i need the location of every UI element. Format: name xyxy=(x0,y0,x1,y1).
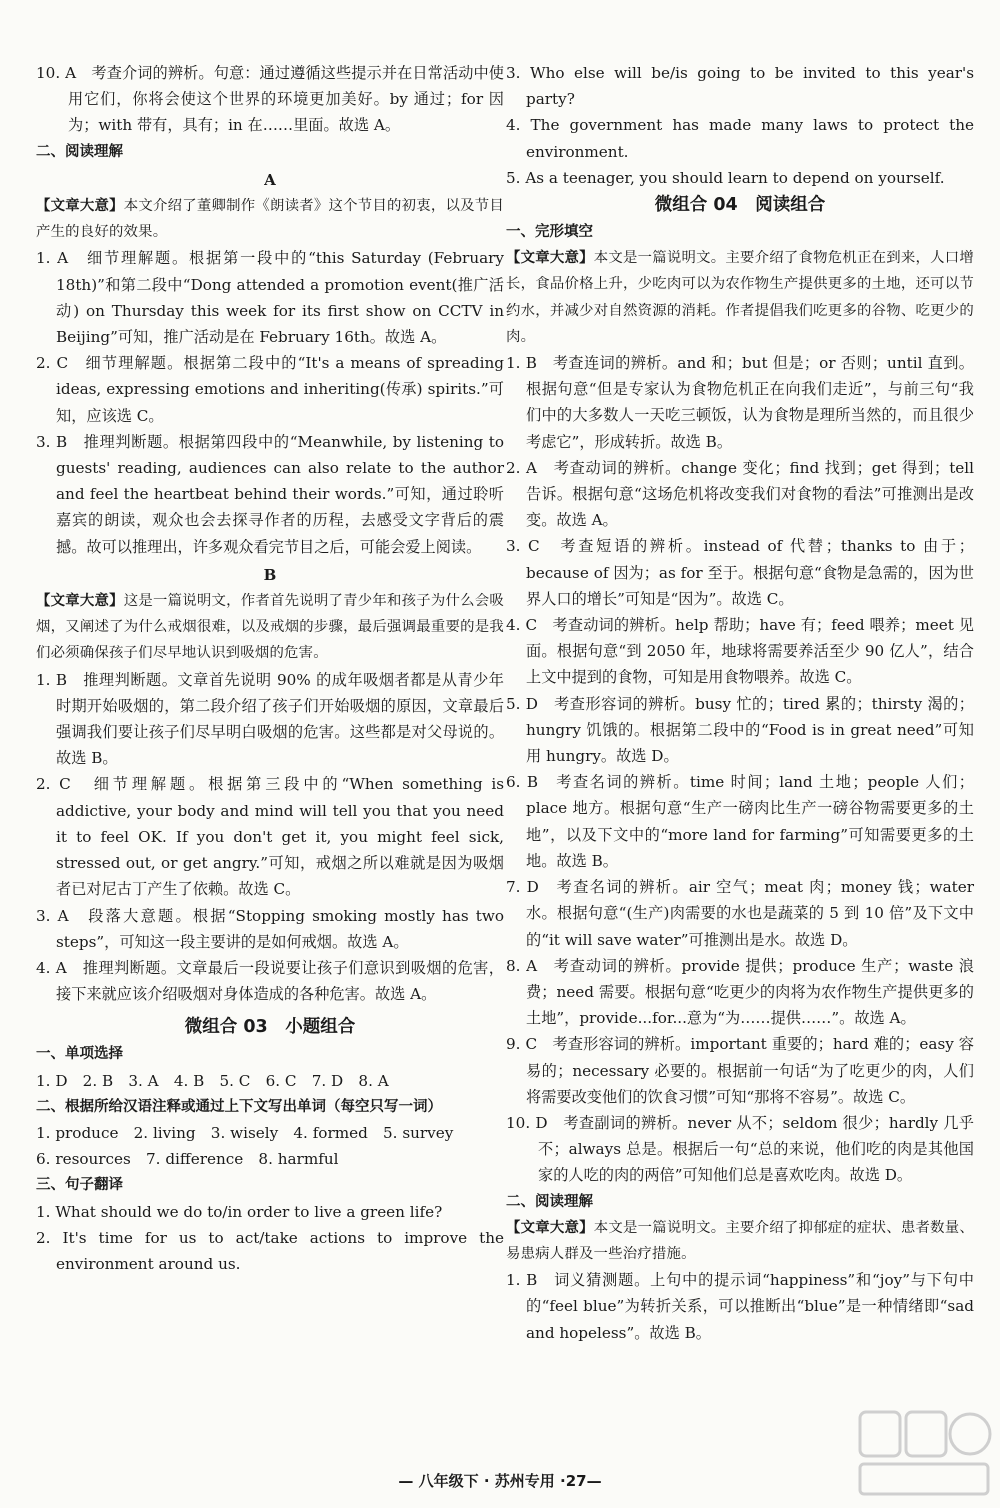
translation-answer-5: 5. As a teenager, you should learn to depend on yourself. xyxy=(506,168,945,187)
translation-answer-2: 2. It's time for us to act/take actions to improve the environment around us. xyxy=(36,1228,504,1273)
reading-summary xyxy=(506,1215,974,1267)
group-03-title: 微组合 03 小题组合 xyxy=(184,1017,356,1038)
right-column xyxy=(506,60,974,1346)
cloze-answer-8: 8. A 考查动词的辨析。provide 提供；produce 生产；waste 浪费；need 需要。根据句意“吃更少的肉将为农作物生产提供更多的土地”，provide...for...意为“为……提供……”。故选 A。 xyxy=(506,956,974,1028)
summary-tag: 【文章大意】 xyxy=(506,1219,594,1236)
cloze-answer-2: 2. A 考查动词的辨析。change 变化；find 找到；get 得到；tell 告诉。根据句意“这场危机将改变我们对食物的看法”可推测出是改变。故选 A。 xyxy=(506,458,974,530)
cloze-answer-5: 5. D 考查形容词的辨析。busy 忙的；tired 累的；thirsty 渴的；hungry 饥饿的。根据第二段中的“Food is in great need”可知用 hungry。故选 D。 xyxy=(506,694,974,766)
summary-tag: 【文章大意】 xyxy=(506,250,594,267)
passage-a-label: A xyxy=(264,170,276,189)
passage-b-answer-4: 4. A 推理判断题。文章最后一段说要让孩子们意识到吸烟的危害，接下来就应该介绍吸烟对身体造成的各种危害。故选 A。 xyxy=(36,958,504,1004)
page-footer: — 八年级下 · 苏州专用 ·27— xyxy=(398,1472,602,1490)
summary-text: 这是一篇说明文，作者首先说明了青少年和孩子为什么会吸烟，又阐述了为什么戒烟很难，以及戒烟的步骤，最后强调最重要的是我们必须确保孩子们尽早地认识到吸烟的危害。 xyxy=(36,593,505,662)
passage-a-answer-2: 2. C 细节理解题。根据第二段中的“It's a means of spreading ideas, expressing emotions and inheriting(传承) spirits.”可知，应该选 C。 xyxy=(36,354,504,425)
translation-answer-1: 1. What should we do to/in order to live a green life? xyxy=(36,1202,443,1221)
cloze-answer-3: 3. C 考查短语的辨析。instead of 代替；thanks to 由于；because of 因为；as for 至于。根据句意“食物是急需的，因为世界人口的增长”可知是“因为”。故选 C。 xyxy=(506,537,974,608)
cloze-summary xyxy=(506,245,974,350)
cloze-answer-6: 6. B 考查名词的辨析。time 时间；land 土地；people 人们；place 地方。根据句意“生产一磅肉比生产一磅谷物需要更多的土地”，以及下文中的“more land for farming”可知需要更多的土地。故选 B。 xyxy=(506,773,974,870)
passage-a-answer-1: 1. A 细节理解题。根据第一段中的“this Saturday (February 18th)”和第二段中“Dong attended a promotion event(推广活动) on Thursday this week for its first show on CCTV in Beijing”可知，推广活动是在 February 16th。故选 A。 xyxy=(36,249,504,347)
reading-answer-1: 1. B 词义猜测题。上句中的提示词“happiness”和“joy”与下句中的“feel blue”为转折关系，可以推断出“blue”是一种情绪即“sad and hopeless”。故选 B。 xyxy=(506,1271,974,1342)
passage-b-summary xyxy=(36,588,504,667)
translation-heading: 三、句子翻译 xyxy=(36,1177,123,1194)
word-filling-heading: 二、根据所给汉语注释或通过上下文写出单词（每空只写一词） xyxy=(36,1098,442,1115)
summary-tag: 【文章大意】 xyxy=(36,593,124,610)
summary-tag: 【文章大意】 xyxy=(36,198,124,215)
cloze-answer-4: 4. C 考查动词的辨析。help 帮助；have 有；feed 喂养；meet 见面。根据句意“到 2050 年，地球将需要养活至少 90 亿人”，结合上文中提到的食物，可知是用食物喂养。故选 C。 xyxy=(506,616,974,687)
translation-answer-3: 3. Who else will be/is going to be invited to this year's party? xyxy=(506,64,974,109)
summary-text: 本文是一篇说明文。主要介绍了食物危机正在到来，人口增长，食品价格上升，少吃肉可以为农作物生产提供更多的土地，还可以节约水，并减少对自然资源的消耗。作者提倡我们吃更多的谷物、吃更少的肉。 xyxy=(506,250,975,345)
translation-answer-4: 4. The government has made many laws to protect the environment. xyxy=(506,116,974,161)
cloze-answer-9: 9. C 考查形容词的辨析。important 重要的；hard 难的；easy 容易的；necessary 必要的。根据前一句话“为了吃更少的肉，人们将需要改变他们的饮食习惯”可知“那将不容易”。故选 C。 xyxy=(506,1035,974,1106)
passage-b-answer-2: 2. C 细节理解题。根据第三段中的“When something is addictive, your body and mind will tell you that you need it to feel OK. If you don't get it, you might feel sick, stressed out, or get angry.”可知，戒烟之所以难就是因为吸烟者已对尼古丁产生了依赖。故选 C。 xyxy=(36,775,504,899)
reading-section-heading: 二、阅读理解 xyxy=(36,143,123,160)
passage-b-label: B xyxy=(263,565,277,584)
passage-b-answer-3: 3. A 段落大意题。根据“Stopping smoking mostly has two steps”，可知这一段主要讲的是如何戒烟。故选 A。 xyxy=(36,906,504,951)
cloze-answer-7: 7. D 考查名词的辨析。air 空气；meat 肉；money 钱；water 水。根据句意“(生产)肉需要的水也是蔬菜的 5 到 10 倍”及下文中的“it will save water”可推测出是水。故选 D。 xyxy=(506,878,974,949)
single-choice-heading: 一、单项选择 xyxy=(36,1046,123,1063)
single-choice-answers: 1. D 2. B 3. A 4. B 5. C 6. C 7. D 8. A xyxy=(36,1071,389,1090)
word-filling-answers-line-1: 1. produce 2. living 3. wisely 4. formed 5. survey xyxy=(36,1123,454,1142)
passage-a-answer-3: 3. B 推理判断题。根据第四段中的“Meanwhile, by listening to guests' reading, audiences can also relate to the author and feel the heartbeat behind their words.”可知，通过聆听嘉宾的朗读，观众也会去探寻作者的历程，去感受文字背后的震撼。故可以推理出，许多观众看完节目之后，可能会爱上阅读。 xyxy=(36,432,504,556)
summary-text: 本文是一篇说明文。主要介绍了抑郁症的症状、患者数量、易患病人群及一些治疗措施。 xyxy=(506,1219,975,1262)
word-filling-answers-line-2: 6. resources 7. difference 8. harmful xyxy=(36,1150,339,1169)
watermark-logo xyxy=(854,1406,994,1502)
cloze-answer-1: 1. B 考查连词的辨析。and 和；but 但是；or 否则；until 直到。根据句意“但是专家认为食物危机正在向我们走近”，与前三句“我们中的大多数人一天吃三顿饭，认为食物是理所当然的，而且很少考虑它”，形成转折。故选 B。 xyxy=(506,354,974,451)
reading-section-heading-2: 二、阅读理解 xyxy=(506,1193,593,1210)
passage-b-answer-1: 1. B 推理判断题。文章首先说明 90% 的成年吸烟者都是从青少年时期开始吸烟的，第二段介绍了孩子们开始吸烟的原因，文章最后强调我们要让孩子们尽早明白吸烟的危害。这些都是对父母说的。故选 B。 xyxy=(36,670,504,768)
question-10-answer: 10. A 考查介词的辨析。句意：通过遵循这些提示并在日常活动中使用它们，你将会使这个世界的环境更加美好。by 通过；for 因为；with 带有，具有；in 在……里面。故选 A。 xyxy=(36,64,504,135)
passage-a-summary xyxy=(36,193,504,245)
group-04-title: 微组合 04 阅读组合 xyxy=(654,195,826,216)
summary-text: 本文介绍了董卿制作《朗读者》这个节目的初衷，以及节目产生的良好的效果。 xyxy=(36,198,505,241)
cloze-answer-10: 10. D 考查副词的辨析。never 从不；seldom 很少；hardly 几乎不；always 总是。根据后一句“总的来说，他们吃的肉是其他国家的人吃的肉的两倍”可知他们总是喜欢吃肉。故选 D。 xyxy=(506,1113,974,1185)
cloze-heading: 一、完形填空 xyxy=(506,224,593,241)
left-column xyxy=(36,60,504,1277)
